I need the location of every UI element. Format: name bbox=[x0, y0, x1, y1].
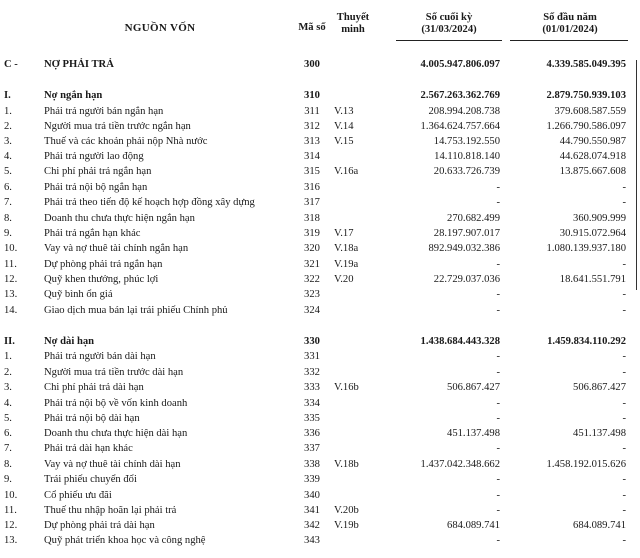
row-begin-value: 18.641.551.791 bbox=[559, 274, 626, 285]
row-label: Dự phòng phải trả dài hạn bbox=[44, 520, 155, 531]
row-code: 316 bbox=[304, 182, 320, 193]
row-begin-value: 360.909.999 bbox=[573, 213, 626, 224]
row-number: II. bbox=[4, 336, 15, 347]
header-end-period bbox=[396, 12, 502, 36]
table-row bbox=[0, 134, 640, 149]
table-row bbox=[0, 426, 640, 441]
row-note: V.18b bbox=[334, 459, 359, 470]
section-row bbox=[0, 88, 640, 103]
row-code: 340 bbox=[304, 490, 320, 501]
row-begin-value: 506.867.427 bbox=[573, 382, 626, 393]
row-label: Vay và nợ thuê tài chính ngắn hạn bbox=[44, 243, 189, 254]
row-note: V.16a bbox=[334, 166, 359, 177]
row-begin-value: - bbox=[622, 535, 626, 546]
row-code: 315 bbox=[304, 166, 320, 177]
row-begin-value: - bbox=[622, 182, 626, 193]
row-end-value: - bbox=[496, 490, 500, 501]
row-end-value: 1.364.624.757.664 bbox=[420, 121, 500, 132]
row-label: Nợ ngắn hạn bbox=[44, 90, 103, 101]
row-begin-value: - bbox=[622, 398, 626, 409]
row-end-value: - bbox=[496, 367, 500, 378]
row-begin-value: - bbox=[622, 289, 626, 300]
row-number: 14. bbox=[4, 305, 18, 316]
row-code: 312 bbox=[304, 121, 320, 132]
row-code: 335 bbox=[304, 413, 320, 424]
row-number: 7. bbox=[4, 443, 12, 454]
row-number: 5. bbox=[4, 413, 12, 424]
row-note: V.16b bbox=[334, 382, 359, 393]
row-begin-value: 1.266.790.586.097 bbox=[546, 121, 626, 132]
row-label: Nợ dài hạn bbox=[44, 336, 95, 347]
row-note: V.18a bbox=[334, 243, 359, 254]
row-end-value: 1.437.042.348.662 bbox=[420, 459, 500, 470]
row-number: 13. bbox=[4, 289, 18, 300]
row-code: 332 bbox=[304, 367, 320, 378]
row-code: 311 bbox=[304, 106, 320, 117]
row-begin-value: - bbox=[622, 443, 626, 454]
row-end-value: 451.137.498 bbox=[447, 428, 500, 439]
table-row bbox=[0, 149, 640, 164]
row-label: Chi phí phải trả ngắn hạn bbox=[44, 166, 152, 177]
row-number: 12. bbox=[4, 520, 18, 531]
row-end-value: 2.567.263.362.769 bbox=[420, 90, 500, 101]
header-begin-line2: (01/01/2024) bbox=[542, 24, 598, 35]
row-number: 3. bbox=[4, 382, 12, 393]
row-note: V.19a bbox=[334, 259, 359, 270]
row-label: Quỹ khen thưởng, phúc lợi bbox=[44, 274, 159, 285]
table-row bbox=[0, 365, 640, 380]
table-row bbox=[0, 287, 640, 302]
table-row bbox=[0, 241, 640, 256]
row-begin-value: 44.628.074.918 bbox=[559, 151, 626, 162]
row-label: Quỹ phát triển khoa học và công nghệ bbox=[44, 535, 206, 546]
row-end-value: 506.867.427 bbox=[447, 382, 500, 393]
table-row bbox=[0, 104, 640, 119]
row-number: 1. bbox=[4, 106, 12, 117]
row-end-value: - bbox=[496, 505, 500, 516]
row-code: 321 bbox=[304, 259, 320, 270]
row-label: Phải trả ngắn hạn khác bbox=[44, 228, 141, 239]
row-label: Phải trả nội bộ về vốn kinh doanh bbox=[44, 398, 188, 409]
row-label: Người mua trả tiền trước ngắn hạn bbox=[44, 121, 191, 132]
row-code: 331 bbox=[304, 351, 320, 362]
row-code: 310 bbox=[304, 90, 320, 101]
row-begin-value: - bbox=[622, 505, 626, 516]
row-label: Trái phiếu chuyển đổi bbox=[44, 474, 137, 485]
row-note: V.15 bbox=[334, 136, 354, 147]
table-header bbox=[0, 8, 640, 44]
row-number: 2. bbox=[4, 367, 12, 378]
row-code: 334 bbox=[304, 398, 320, 409]
row-code: 341 bbox=[304, 505, 320, 516]
table-row bbox=[0, 533, 640, 548]
table-row bbox=[0, 164, 640, 179]
row-begin-value: 1.458.192.015.626 bbox=[546, 459, 626, 470]
row-begin-value: - bbox=[622, 305, 626, 316]
row-begin-value: 2.879.750.939.103 bbox=[546, 90, 626, 101]
row-label: Quỹ bình ổn giá bbox=[44, 289, 113, 300]
section-row bbox=[0, 57, 640, 72]
header-note-line2: minh bbox=[341, 24, 365, 35]
row-code: 320 bbox=[304, 243, 320, 254]
section-row bbox=[0, 334, 640, 349]
row-code: 339 bbox=[304, 474, 320, 485]
row-end-value: 22.729.037.036 bbox=[433, 274, 500, 285]
row-code: 322 bbox=[304, 274, 320, 285]
row-number: 9. bbox=[4, 474, 12, 485]
table-row bbox=[0, 488, 640, 503]
row-begin-value: 451.137.498 bbox=[573, 428, 626, 439]
row-begin-value: - bbox=[622, 197, 626, 208]
row-label: Phải trả người lao động bbox=[44, 151, 144, 162]
row-end-value: 28.197.907.017 bbox=[433, 228, 500, 239]
row-end-value: - bbox=[496, 197, 500, 208]
header-rule-begin bbox=[510, 40, 628, 41]
row-number: 2. bbox=[4, 121, 12, 132]
table-row bbox=[0, 211, 640, 226]
row-end-value: - bbox=[496, 351, 500, 362]
row-end-value: - bbox=[496, 259, 500, 270]
row-number: C - bbox=[4, 59, 18, 70]
row-number: 11. bbox=[4, 505, 17, 516]
row-note: V.13 bbox=[334, 106, 354, 117]
row-begin-value: - bbox=[622, 413, 626, 424]
row-begin-value: 1.459.834.110.292 bbox=[547, 336, 626, 347]
row-label: Phải trả nội bộ dài hạn bbox=[44, 413, 140, 424]
row-end-value: 20.633.726.739 bbox=[433, 166, 500, 177]
table-row bbox=[0, 195, 640, 210]
row-end-value: - bbox=[496, 289, 500, 300]
row-label: Phải trả nội bộ ngắn hạn bbox=[44, 182, 148, 193]
table-row bbox=[0, 257, 640, 272]
row-code: 319 bbox=[304, 228, 320, 239]
table-row bbox=[0, 411, 640, 426]
row-number: 11. bbox=[4, 259, 17, 270]
row-code: 317 bbox=[304, 197, 320, 208]
row-code: 324 bbox=[304, 305, 320, 316]
table-row bbox=[0, 226, 640, 241]
row-code: 313 bbox=[304, 136, 320, 147]
row-number: 10. bbox=[4, 243, 18, 254]
row-end-value: 208.994.208.738 bbox=[428, 106, 500, 117]
row-label: Phải trả người bán dài hạn bbox=[44, 351, 156, 362]
row-code: 314 bbox=[304, 151, 320, 162]
row-end-value: - bbox=[496, 443, 500, 454]
row-label: Phải trả người bán ngắn hạn bbox=[44, 106, 164, 117]
row-code: 337 bbox=[304, 443, 320, 454]
row-number: 6. bbox=[4, 428, 12, 439]
row-label: Chi phí phải trả dài hạn bbox=[44, 382, 144, 393]
row-number: 4. bbox=[4, 151, 12, 162]
row-end-value: 270.682.499 bbox=[447, 213, 500, 224]
row-label: Dự phòng phải trả ngắn hạn bbox=[44, 259, 163, 270]
row-note: V.17 bbox=[334, 228, 354, 239]
row-end-value: 4.005.947.806.097 bbox=[420, 59, 500, 70]
row-number: 13. bbox=[4, 535, 18, 546]
row-code: 343 bbox=[304, 535, 320, 546]
row-label: Thuế và các khoản phải nộp Nhà nước bbox=[44, 136, 208, 147]
table-row bbox=[0, 180, 640, 195]
row-note: V.14 bbox=[334, 121, 354, 132]
header-source: NGUỒN VỐN bbox=[124, 22, 196, 34]
row-begin-value: 379.608.587.559 bbox=[554, 106, 626, 117]
header-end-line2: (31/03/2024) bbox=[421, 24, 477, 35]
row-code: 333 bbox=[304, 382, 320, 393]
row-number: I. bbox=[4, 90, 11, 101]
row-end-value: - bbox=[496, 398, 500, 409]
table-row bbox=[0, 119, 640, 134]
row-code: 330 bbox=[304, 336, 320, 347]
header-note-line1: Thuyết bbox=[336, 12, 370, 23]
header-note bbox=[328, 12, 378, 36]
row-begin-value: - bbox=[622, 367, 626, 378]
row-begin-value: - bbox=[622, 490, 626, 501]
row-end-value: - bbox=[496, 305, 500, 316]
row-number: 8. bbox=[4, 459, 12, 470]
row-note: V.20 bbox=[334, 274, 354, 285]
table-row bbox=[0, 472, 640, 487]
row-end-value: 684.089.741 bbox=[447, 520, 500, 531]
row-number: 1. bbox=[4, 351, 12, 362]
table-row bbox=[0, 503, 640, 518]
row-number: 10. bbox=[4, 490, 18, 501]
row-code: 336 bbox=[304, 428, 320, 439]
row-label: Giao dịch mua bán lại trái phiếu Chính phủ bbox=[44, 305, 228, 316]
row-number: 4. bbox=[4, 398, 12, 409]
table-row bbox=[0, 349, 640, 364]
row-begin-value: - bbox=[622, 474, 626, 485]
row-begin-value: 44.790.550.987 bbox=[559, 136, 626, 147]
header-begin-line1: Số đầu năm bbox=[543, 12, 597, 23]
row-end-value: 1.438.684.443.328 bbox=[420, 336, 500, 347]
row-number: 8. bbox=[4, 213, 12, 224]
row-note: V.20b bbox=[334, 505, 359, 516]
table-row bbox=[0, 380, 640, 395]
row-begin-value: 684.089.741 bbox=[573, 520, 626, 531]
row-begin-value: 30.915.072.964 bbox=[559, 228, 626, 239]
header-begin-year bbox=[516, 12, 624, 36]
row-end-value: - bbox=[496, 535, 500, 546]
table-row bbox=[0, 303, 640, 318]
row-label: NỢ PHẢI TRẢ bbox=[44, 59, 114, 70]
row-number: 3. bbox=[4, 136, 12, 147]
row-label: Doanh thu chưa thực hiện ngắn hạn bbox=[44, 213, 195, 224]
row-begin-value: 4.339.585.049.395 bbox=[546, 59, 626, 70]
row-end-value: 14.753.192.550 bbox=[433, 136, 500, 147]
row-code: 300 bbox=[304, 59, 320, 70]
row-label: Vay và nợ thuê tài chính dài hạn bbox=[44, 459, 181, 470]
row-number: 7. bbox=[4, 197, 12, 208]
header-end-line1: Số cuối kỳ bbox=[425, 12, 473, 23]
table-row bbox=[0, 441, 640, 456]
row-begin-value: 1.080.139.937.180 bbox=[546, 243, 626, 254]
header-rule-end bbox=[396, 40, 502, 41]
row-label: Phải trả dài hạn khác bbox=[44, 443, 133, 454]
row-end-value: 892.949.032.386 bbox=[428, 243, 500, 254]
row-number: 12. bbox=[4, 274, 18, 285]
table-row bbox=[0, 272, 640, 287]
row-number: 6. bbox=[4, 182, 12, 193]
table-row bbox=[0, 396, 640, 411]
row-label: Phải trả theo tiến độ kế hoạch hợp đồng xây dựng bbox=[44, 197, 255, 208]
row-end-value: - bbox=[496, 413, 500, 424]
row-code: 318 bbox=[304, 213, 320, 224]
row-label: Cổ phiếu ưu đãi bbox=[44, 490, 112, 501]
row-end-value: 14.110.818.140 bbox=[434, 151, 500, 162]
row-note: V.19b bbox=[334, 520, 359, 531]
row-end-value: - bbox=[496, 474, 500, 485]
row-code: 338 bbox=[304, 459, 320, 470]
row-begin-value: - bbox=[622, 351, 626, 362]
row-label: Thuế thu nhập hoãn lại phải trả bbox=[44, 505, 177, 516]
row-label: Người mua trả tiền trước dài hạn bbox=[44, 367, 184, 378]
row-begin-value: - bbox=[622, 259, 626, 270]
row-code: 342 bbox=[304, 520, 320, 531]
row-end-value: - bbox=[496, 182, 500, 193]
header-code: Mã số bbox=[298, 22, 326, 33]
row-number: 9. bbox=[4, 228, 12, 239]
row-code: 323 bbox=[304, 289, 320, 300]
table-row bbox=[0, 518, 640, 533]
table-row bbox=[0, 457, 640, 472]
row-begin-value: 13.875.667.608 bbox=[559, 166, 626, 177]
row-number: 5. bbox=[4, 166, 12, 177]
row-label: Doanh thu chưa thực hiện dài hạn bbox=[44, 428, 188, 439]
